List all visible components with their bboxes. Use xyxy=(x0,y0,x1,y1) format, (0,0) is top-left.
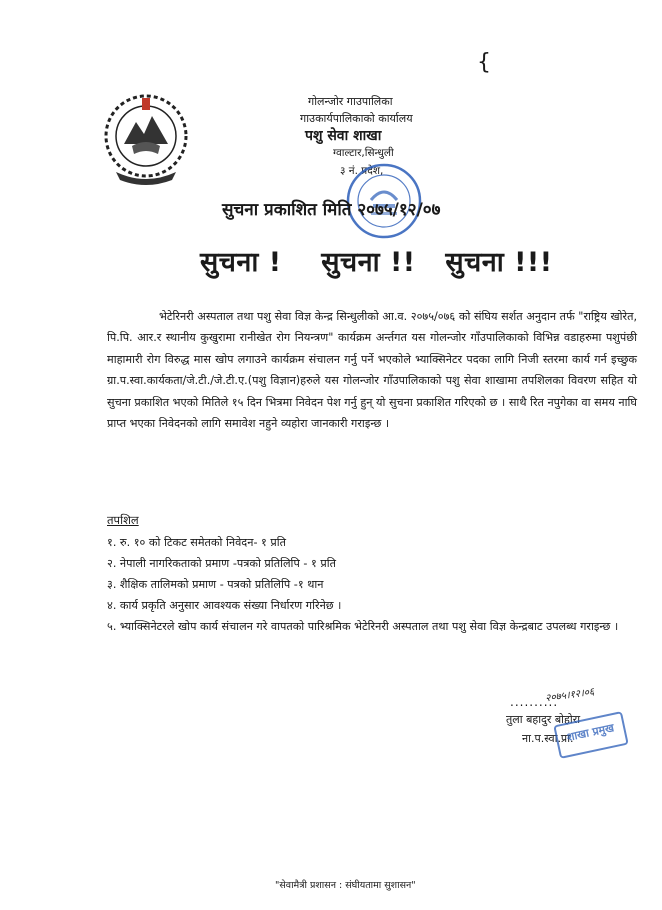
header-line-province: ३ नं. प्रदेश, xyxy=(340,165,384,177)
footer-motto: "सेवामैत्री प्रशासन : संघीयतामा सुशासन" xyxy=(275,880,416,891)
notice-body: भेटेरिनरी अस्पताल तथा पशु सेवा विज्ञ केन्द्र सिन्धुलीको आ.व. २०७५/०७६ को संघिय सर्शत अनुदान तर्फ "राष्ट्रिय खोरेत, पि.पि. आर.र स्थानीय कुखुरामा रानीखेत रोग नियन्त्रण" कार्यक्रम अर्न्तगत यस गोलन्जोर गाँउपालिकाको विभिन्न वडाहरुमा पशुपंछी माहामारी रोग विरुद्ध मास खोप लगाउने कार्यक्रम संचालन गर्नु पर्ने भएकोले भ्याक्सिनेटर पदका लागि निजी स्तरमा कार्य गर्न इच्छुक ग्रा.प.स्वा.कार्यकता/जे.टी./जे.टी.ए.(पशु विज्ञान)हरुले यस गोलन्जोर गाँउपालिकाको पशु सेवा शाखामा तपशिलका विवरण सहित यो सुचना प्रकाशित भएको मितिले १५ दिन भित्रमा निवेदन पेश गर्नु हुन् यो सुचना प्रकाशित गरिएको छ । साथै रित नपुगेका वा समय नाघि प्राप्त भएका निवेदनको लागि समावेश नहुने व्यहोरा जानकारी गराइन्छ । xyxy=(107,310,637,431)
section-chief-stamp-text: शाखा प्रमुख xyxy=(565,721,616,744)
list-item: ५. भ्याक्सिनेटरले खोप कार्य संचालन गरे वापतको पारिश्रमिक भेटेरिनरी अस्पताल तथा पशु सेवा विज्ञ केन्द्रबाट उपलब्ध गराइन्छ । xyxy=(107,620,619,633)
list-item: १. रु. १० को टिकट समेतको निवेदन- १ प्रति xyxy=(107,536,287,549)
header-line-municipality: गोलन्जोर गाउपालिका xyxy=(308,95,393,108)
notice-title xyxy=(200,242,553,279)
header-line-section: पशु सेवा शाखा xyxy=(305,128,382,144)
signature-dots: .......... xyxy=(510,695,559,709)
list-item: ४. कार्य प्रकृति अनुसार आवश्यक संख्या निर्धारण गरिनेछ । xyxy=(107,599,342,612)
tapsil-heading: तपशिल xyxy=(107,513,139,527)
signatory-name: तुला बहादुर बोहोरा xyxy=(506,713,581,726)
nepal-emblem-icon xyxy=(102,86,190,190)
list-item: ३. शैक्षिक तालिमको प्रमाण - पत्रको प्रतिलिपि -१ थान xyxy=(107,578,324,591)
notice-title-part-1: सुचना ! xyxy=(200,247,282,278)
signature-date: २०७५।१२।०६ xyxy=(544,686,595,705)
publish-date: सुचना प्रकाशित मिति २०७५/१२/०७ xyxy=(222,200,441,220)
header-line-office: गाउकार्यपालिकाको कार्यालय xyxy=(300,112,413,125)
requirements-list xyxy=(107,532,637,637)
header-line-address: ग्वाल्टार,सिन्धुली xyxy=(333,147,394,159)
signatory-title: ना.प.स्वा.प्रा. xyxy=(522,732,574,745)
list-item: २. नेपाली नागरिकताको प्रमाण -पत्रको प्रतिलिपि - १ प्रति xyxy=(107,557,336,570)
notice-title-part-2: सुचना !! xyxy=(321,247,416,278)
notice-title-part-3: सुचना !!! xyxy=(445,247,553,278)
page-mark: { xyxy=(477,50,491,75)
